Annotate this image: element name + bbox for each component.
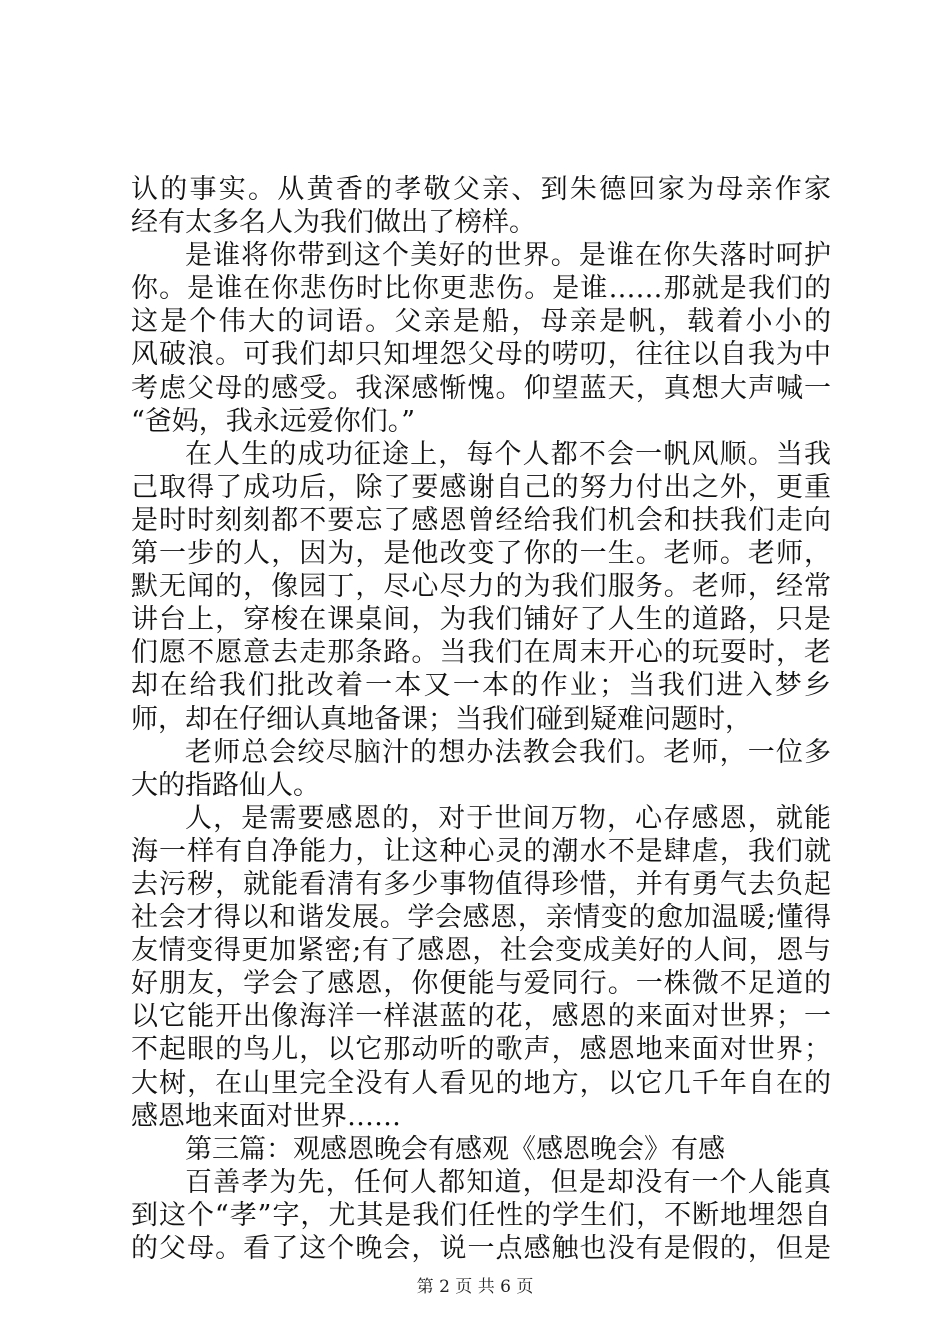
- text-line: 老师总会绞尽脑汁的想办法教会我们。老师，一位多: [185, 736, 831, 768]
- text-line: 在人生的成功征途上，每个人都不会一帆风顺。当我: [185, 438, 831, 470]
- text-line: 你。是谁在你悲伤时比你更悲伤。是谁……那就是我们的: [131, 273, 831, 305]
- text-line: 讲台上，穿梭在课桌间，为我们铺好了人生的道路，只是: [131, 604, 831, 636]
- text-line: 师，却在仔细认真地备课；当我们碰到疑难问题时，: [131, 703, 752, 735]
- text-line: 好朋友，学会了感恩，你便能与爱同行。一株微不足道的: [131, 968, 831, 1000]
- text-line: “爸妈，我永远爱你们。”: [131, 405, 416, 437]
- text-line: 是谁将你带到这个美好的世界。是谁在你失落时呵护: [185, 240, 831, 272]
- text-line: 认的事实。从黄香的孝敬父亲、到朱德回家为母亲作家: [131, 174, 831, 205]
- text-line: 大的指路仙人。: [131, 769, 320, 801]
- text-line: 第三篇：观感恩晚会有感观《感恩晚会》有感: [185, 1133, 725, 1165]
- text-line: 的父母。看了这个晚会，说一点感触也没有是假的，但是: [131, 1233, 831, 1264]
- text-line: 海一样有自净能力，让这种心灵的潮水不是肆虐，我们就: [131, 835, 831, 867]
- text-line: 友情变得更加紧密;有了感恩，社会变成美好的人间，恩与: [131, 935, 831, 967]
- text-line: 去污秽，就能看清有多少事物值得珍惜，并有勇气去负起: [131, 868, 831, 900]
- document-body: [131, 173, 831, 1265]
- text-line: 这是个伟大的词语。父亲是船，母亲是帆，载着小小的: [131, 306, 831, 338]
- text-line: 到这个“孝”字，尤其是我们任性的学生们，不断地埋怨自: [131, 1199, 831, 1231]
- text-line: 考虑父母的感受。我深感惭愧。仰望蓝天，真想大声喊一: [131, 372, 831, 404]
- text-line: 社会才得以和谐发展。学会感恩，亲情变的愈加温暖;懂得: [131, 902, 831, 934]
- text-line: 感恩地来面对世界……: [131, 1100, 401, 1132]
- text-line: 风破浪。可我们却只知埋怨父母的唠叨，往往以自我为中: [131, 339, 831, 371]
- text-line: 是时时刻刻都不要忘了感恩曾经给我们机会和扶我们走向: [131, 504, 831, 536]
- text-line: 以它能开出像海洋一样湛蓝的花，感恩的来面对世界；一: [131, 1001, 831, 1033]
- text-line: 默无闻的，像园丁，尽心尽力的为我们服务。老师，经常: [131, 571, 831, 603]
- text-line: 己取得了成功后，除了要感谢自己的努力付出之外，更重: [131, 471, 831, 503]
- text-line: 第一步的人，因为，是他改变了你的一生。老师。老师，: [131, 538, 831, 570]
- text-line: 却在给我们批改着一本又一本的作业；当我们进入梦乡: [131, 670, 831, 702]
- text-line: 经有太多名人为我们做出了榜样。: [131, 207, 536, 239]
- text-line: 百善孝为先，任何人都知道，但是却没有一个人能真: [185, 1166, 831, 1198]
- text-line: 不起眼的鸟儿，以它那动听的歌声，感恩地来面对世界；: [131, 1034, 831, 1066]
- text-line: 大树，在山里完全没有人看见的地方，以它几千年自在的: [131, 1067, 831, 1099]
- page-footer: 第 2 页 共 6 页: [416, 1277, 534, 1297]
- text-line: 们愿不愿意去走那条路。当我们在周末开心的玩耍时，老: [131, 637, 831, 669]
- text-line: 人，是需要感恩的，对于世间万物，心存感恩，就能: [185, 802, 831, 834]
